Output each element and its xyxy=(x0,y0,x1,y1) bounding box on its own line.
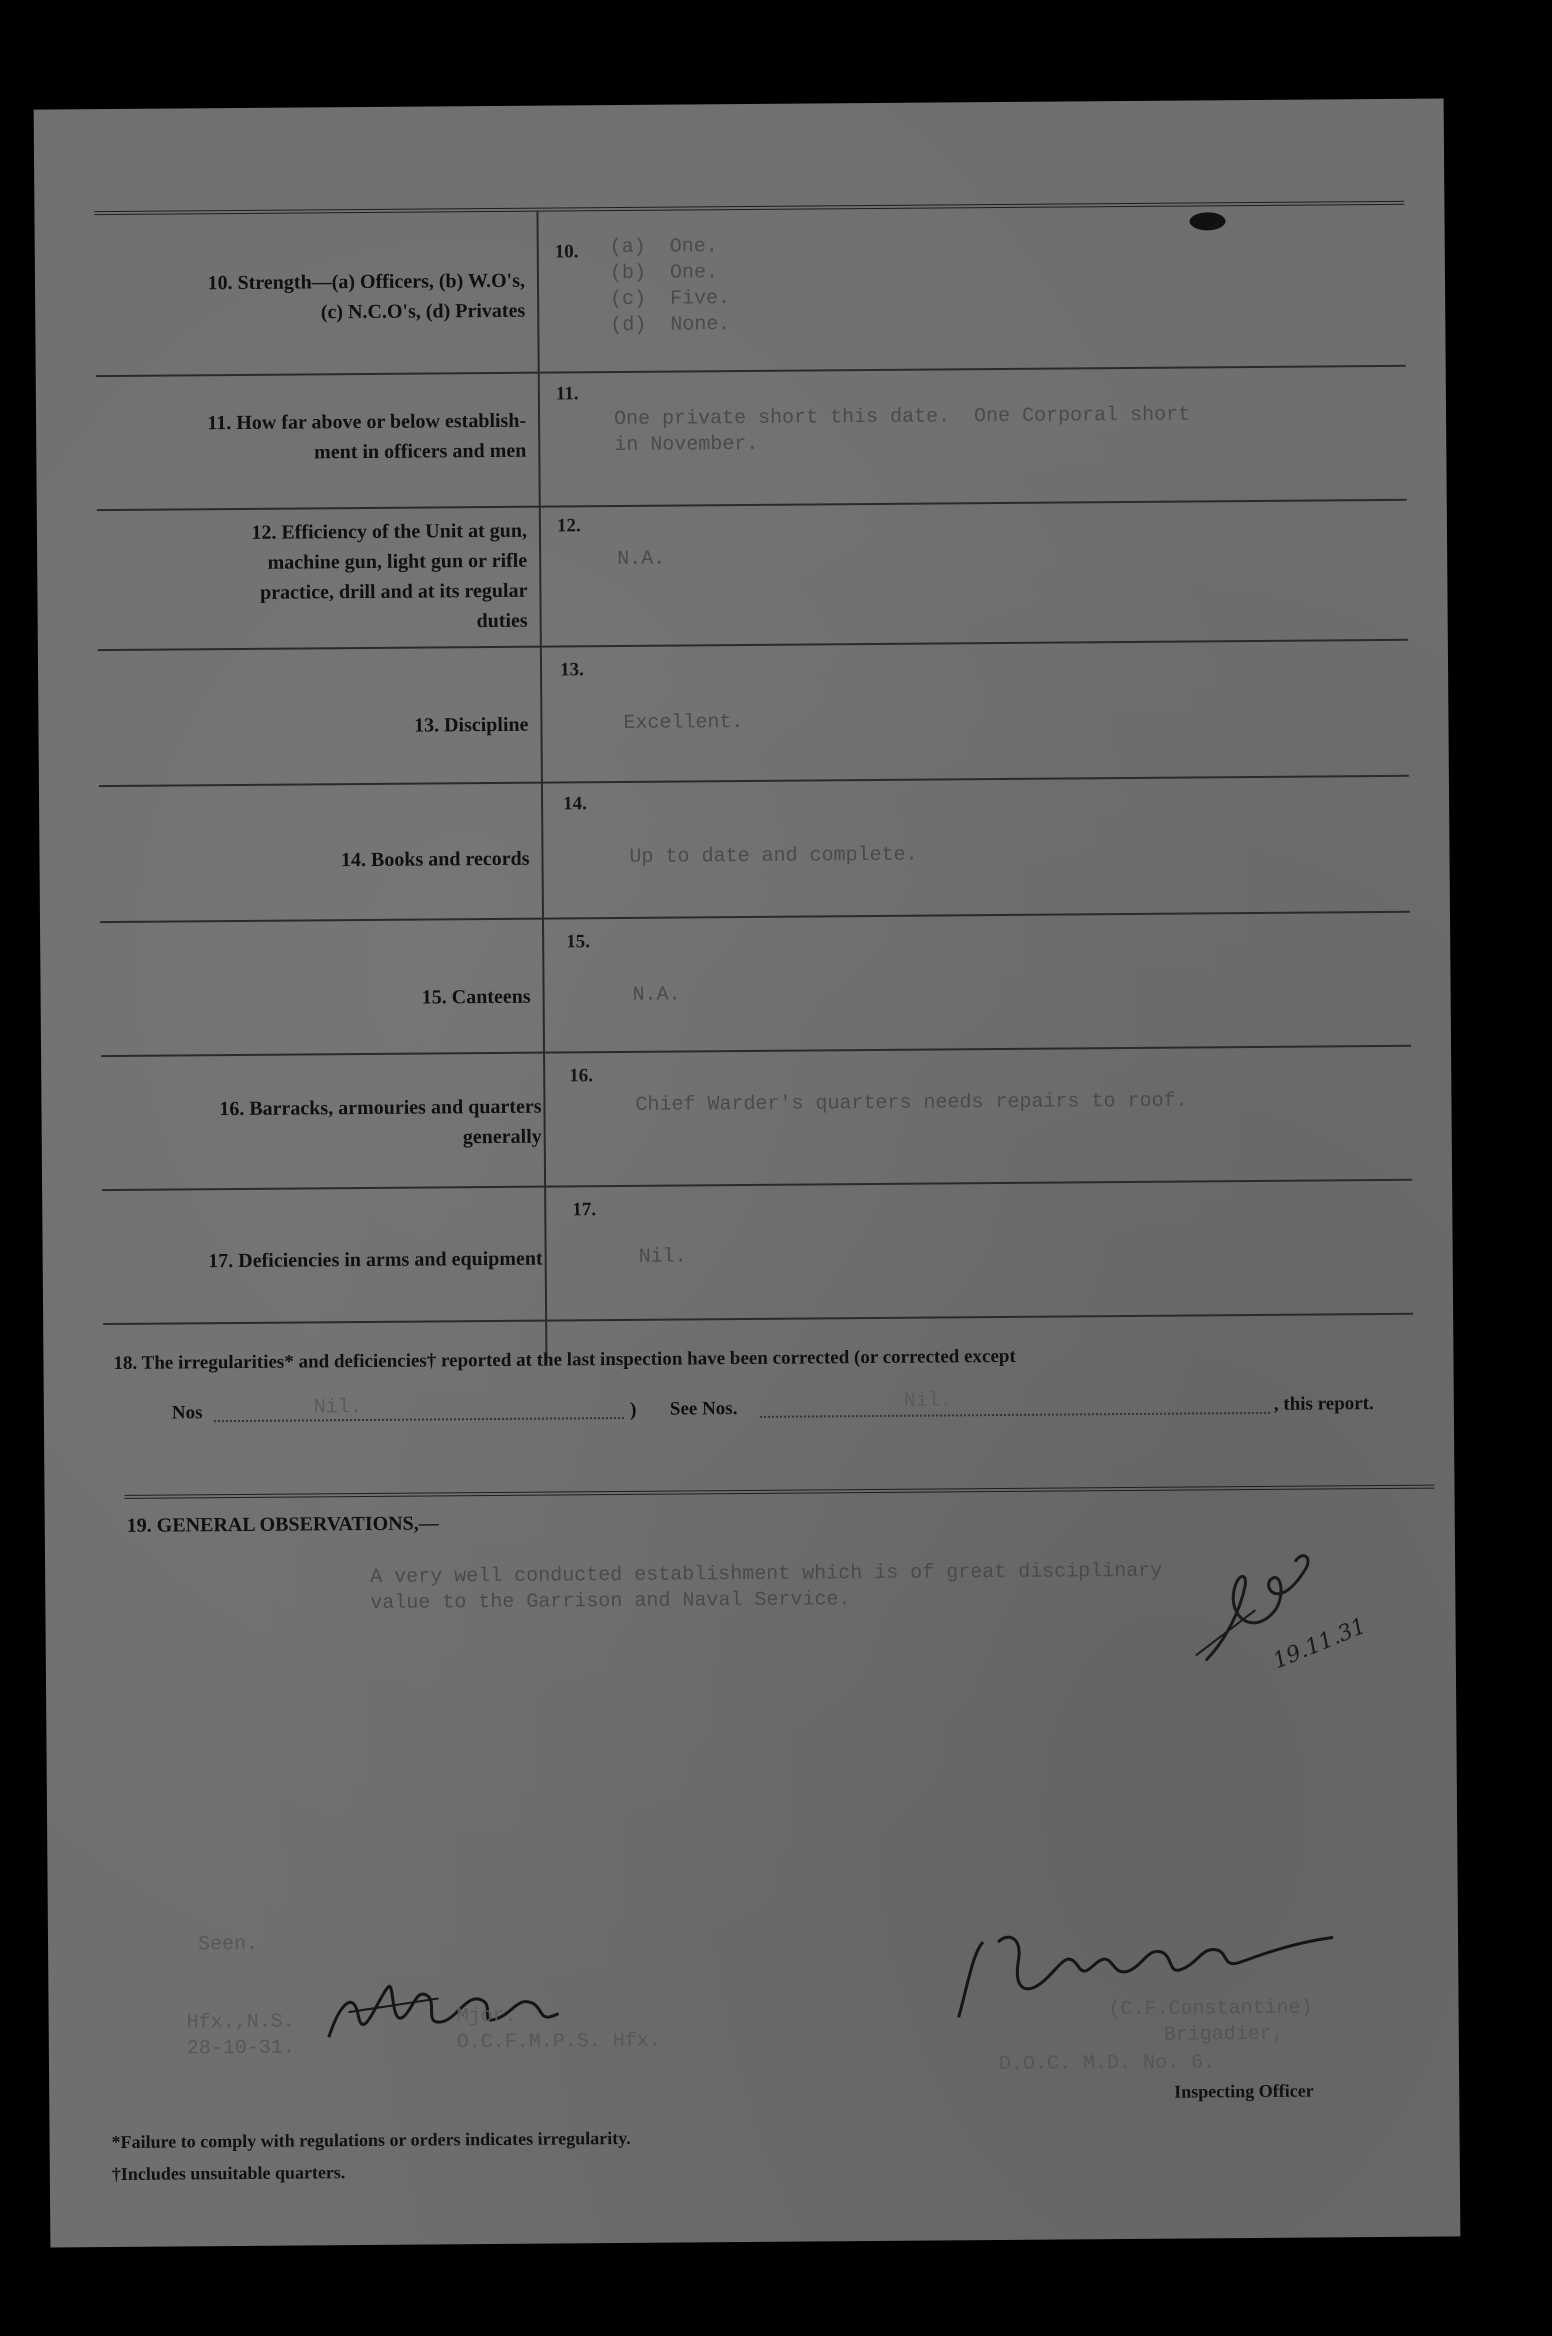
item-18-tail: , this report. xyxy=(1273,1393,1374,1415)
item-18-nos-value: Nil. xyxy=(313,1396,362,1420)
footnote-deficiency: †Includes unsuitable quarters. xyxy=(111,2162,346,2185)
item-13-ref: 13. xyxy=(559,659,584,681)
row-divider xyxy=(97,499,1407,511)
item-18-see-value: Nil. xyxy=(903,1389,952,1413)
item-16-label: 16. Barracks, armouries and quarters generally xyxy=(219,1095,542,1149)
observations-line1: A very well conducted establishment which is of great disciplinary xyxy=(370,1559,1163,1589)
item-15-answer: N.A. xyxy=(632,983,681,1007)
item-11-label: 11. How far above or below establish- ment in officers and men xyxy=(207,409,527,464)
item-15-label: 15. Canteens xyxy=(421,985,531,1009)
item-10-answer-c: (c) Five. xyxy=(610,287,731,312)
item-13-label: 13. Discipline xyxy=(413,713,529,737)
left-date: 28-10-31. xyxy=(186,2036,295,2061)
seen-label: Seen. xyxy=(197,1932,259,1957)
row-divider xyxy=(102,1179,1412,1191)
item-10-answer-a: (a) One. xyxy=(609,235,718,260)
item-16-answer: Chief Warder's quarters needs repairs to roof. xyxy=(635,1089,1188,1117)
row-divider xyxy=(98,639,1408,651)
item-10-label: 10. Strength—(a) Officers, (b) W.O's, (c) N.C.O's, (d) Privates xyxy=(207,269,526,324)
row-divider xyxy=(96,365,1406,377)
item-14-ref: 14. xyxy=(563,793,587,815)
item-18-nos-label: Nos xyxy=(171,1402,203,1424)
item-17-answer: Nil. xyxy=(638,1245,687,1269)
handwritten-date: 19.11.31 xyxy=(1269,1613,1370,1675)
footnote-irregularity: *Failure to comply with regulations or orders indicates irregularity. xyxy=(111,2127,631,2153)
middle-rank: Mjor. xyxy=(456,2004,517,2029)
item-16-ref: 16. xyxy=(569,1065,594,1087)
item-12-label: 12. Efficiency of the Unit at gun, machine gun, light gun or rifle practice, drill and at its regular duties xyxy=(251,519,528,633)
row-divider xyxy=(103,1313,1413,1325)
row-divider xyxy=(100,911,1410,923)
inspection-report-page xyxy=(34,98,1461,2247)
item-18-see-label: See Nos. xyxy=(669,1398,738,1420)
right-title: D.O.C. M.D. No. 6. xyxy=(998,2051,1216,2077)
row-divider xyxy=(101,1045,1411,1057)
middle-title: O.C.F.M.P.S. Hfx. xyxy=(456,2029,661,2055)
item-15-ref: 15. xyxy=(566,931,591,953)
item-18-nos-field xyxy=(214,1417,624,1422)
item-17-label: 17. Deficiencies in arms and equipment xyxy=(208,1247,543,1273)
item-18-paren: ) xyxy=(629,1398,637,1421)
observations-line2: value to the Garrison and Naval Service. xyxy=(370,1588,851,1615)
item-18-text: 18. The irregularities* and deficiencies† reported at the last inspection have been corrected (or corrected except xyxy=(113,1345,1016,1374)
row-divider xyxy=(99,775,1409,787)
item-14-answer: Up to date and complete. xyxy=(629,843,918,869)
item-12-ref: 12. xyxy=(556,515,581,537)
item-17-ref: 17. xyxy=(572,1199,597,1221)
item-11-answer-line2: in November. xyxy=(614,432,759,458)
item-18-see-field xyxy=(760,1412,1270,1418)
item-10-answer-b: (b) One. xyxy=(609,261,719,286)
observations-rule xyxy=(125,1485,1435,1499)
item-10-ref: 10. xyxy=(554,241,579,263)
item-13-answer: Excellent. xyxy=(623,711,744,735)
left-place: Hfx.,N.S. xyxy=(186,2010,295,2035)
right-name: (C.F.Constantine) xyxy=(1108,1996,1313,2022)
observations-heading: 19. GENERAL OBSERVATIONS,— xyxy=(126,1512,439,1537)
item-10-answer-d: (d) None. xyxy=(610,313,731,338)
item-14-label: 14. Books and records xyxy=(340,847,530,872)
item-12-answer: N.A. xyxy=(617,547,666,572)
right-rank: Brigadier, xyxy=(1163,2022,1284,2047)
item-11-ref: 11. xyxy=(555,383,579,405)
ink-blot xyxy=(1189,212,1225,230)
column-divider xyxy=(536,212,547,1364)
inspecting-officer-label: Inspecting Officer xyxy=(1174,2080,1314,2102)
item-11-answer-line1: One private short this date. One Corporal short xyxy=(613,403,1191,432)
